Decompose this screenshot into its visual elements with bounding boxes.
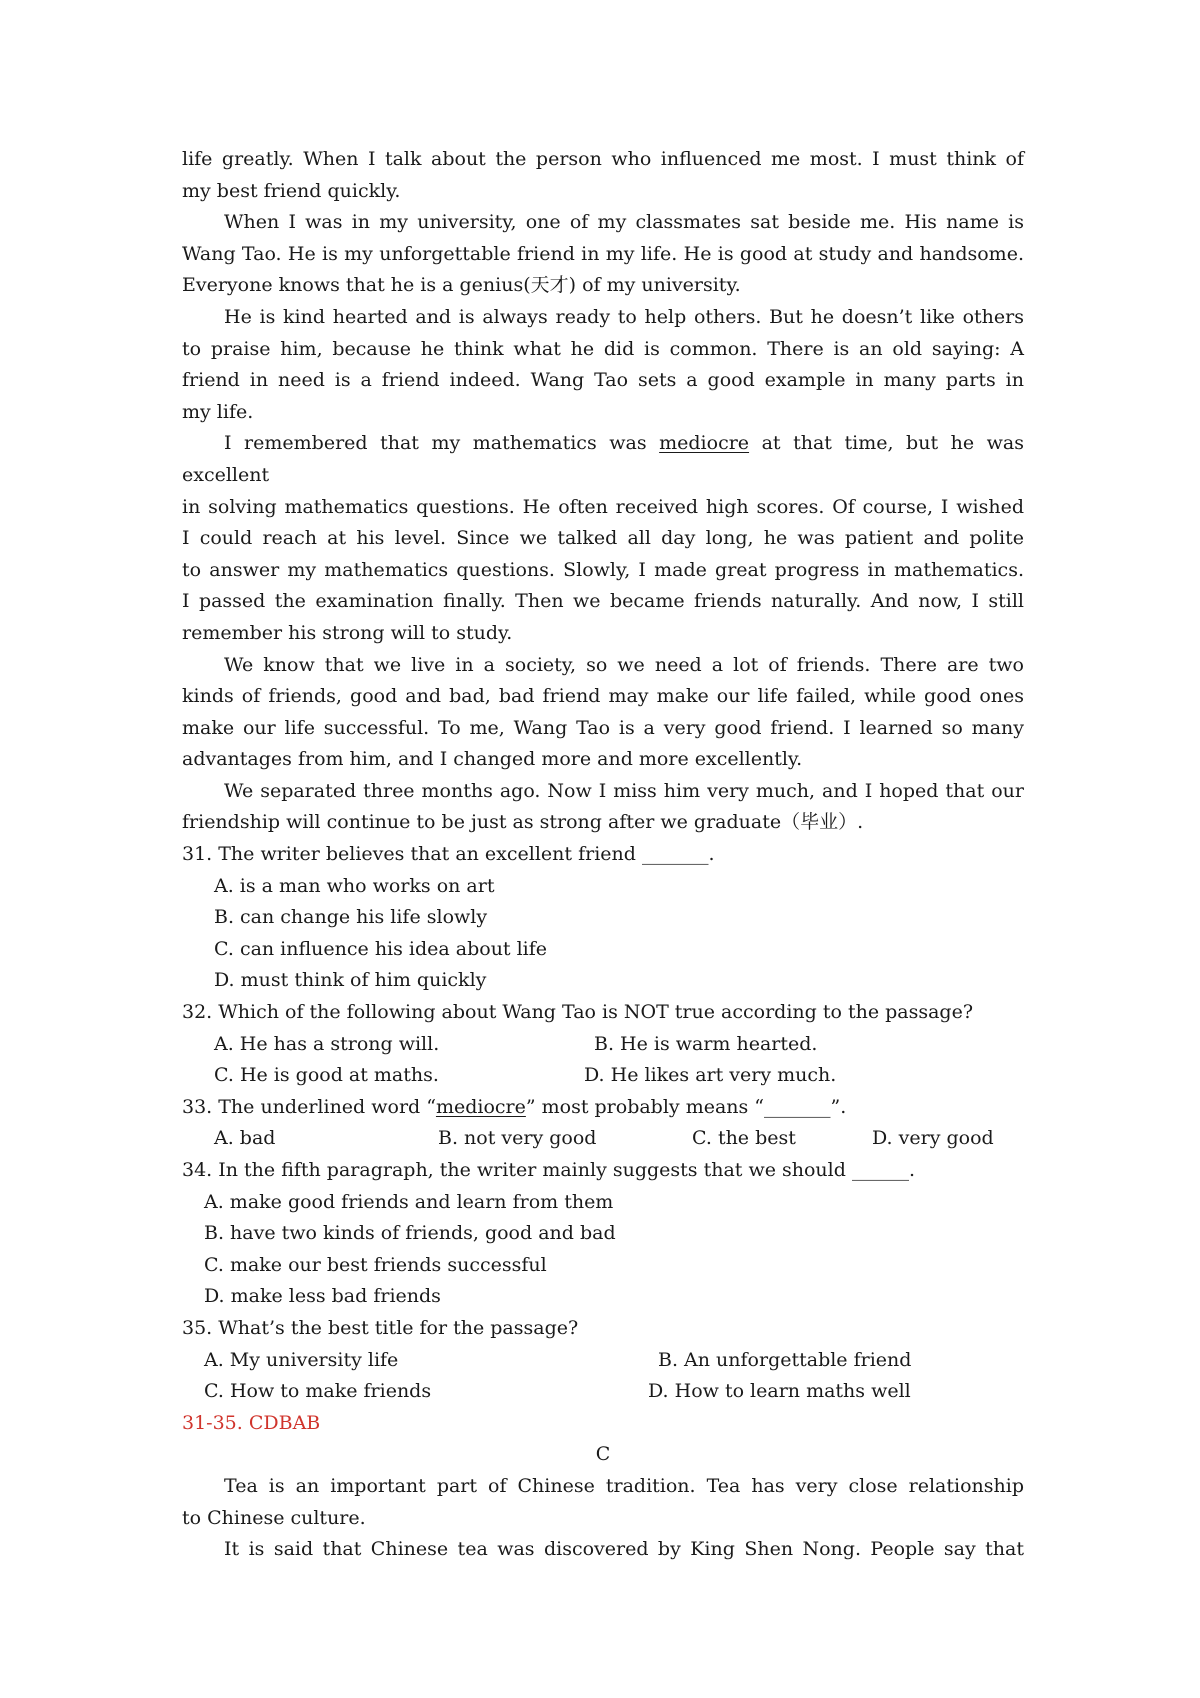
text-line: advantages from him, and I changed more and more excellently.	[182, 748, 803, 771]
paragraph	[182, 650, 1024, 776]
paragraph	[182, 302, 1024, 428]
underlined-word: mediocre	[659, 432, 750, 455]
question-34	[182, 1155, 1024, 1313]
paragraph	[182, 207, 1024, 302]
option-d: D. How to learn maths well	[648, 1380, 911, 1403]
text-line: We know that we live in a society, so we need a lot of friends. There are two	[224, 653, 1024, 676]
option-a: A. My university life	[204, 1348, 399, 1371]
text-line: Everyone knows that he is a genius(天才) of my university.	[182, 274, 741, 297]
paragraph	[182, 776, 1024, 839]
option-d: D. He likes art very much.	[584, 1064, 837, 1087]
text-line: It is said that Chinese tea was discovered by King Shen Nong. People say that	[224, 1538, 1024, 1561]
text-line: When I was in my university, one of my classmates sat beside me. His name is	[224, 211, 1024, 234]
text-line: remember his strong will to study.	[182, 621, 513, 644]
text-line: my best friend quickly.	[182, 179, 401, 202]
answer-key: 31-35. CDBAB	[182, 1411, 321, 1434]
text-line: my life.	[182, 400, 254, 423]
options-row	[182, 1345, 1024, 1377]
option-c: C. How to make friends	[204, 1380, 432, 1403]
text-line: I passed the examination finally. Then we became friends naturally. And now, I still	[182, 590, 1024, 613]
text-line: friend in need is a friend indeed. Wang Tao sets a good example in many parts in	[182, 369, 1024, 392]
section-heading: C	[595, 1443, 611, 1466]
question-stem: 31. The writer believes that an excellent friend _______.	[182, 843, 715, 866]
options-row	[182, 1123, 1024, 1155]
option-c: C. He is good at maths.	[214, 1064, 439, 1087]
option-b: B. can change his life slowly	[214, 906, 488, 929]
text-fragment: I remembered that my mathematics was	[224, 432, 660, 455]
paragraph	[182, 428, 1024, 649]
document-page	[182, 144, 1024, 1566]
question-35	[182, 1313, 1024, 1408]
question-stem: 34. In the fifth paragraph, the writer mainly suggests that we should ______.	[182, 1159, 915, 1181]
paragraph	[182, 144, 1024, 207]
question-stem	[182, 1092, 1024, 1124]
option-b: B. have two kinds of friends, good and bad	[204, 1222, 616, 1245]
paragraph	[182, 1534, 1024, 1566]
question-31	[182, 839, 1024, 997]
option-b: B. An unforgettable friend	[658, 1348, 912, 1371]
option-a: A. is a man who works on art	[214, 874, 495, 897]
text-line: to Chinese culture.	[182, 1506, 366, 1529]
question-stem: 35. What’s the best title for the passage?	[182, 1316, 579, 1339]
option-c: C. make our best friends successful	[204, 1253, 547, 1276]
options-row	[182, 1060, 1024, 1092]
option-c: C. the best	[692, 1127, 796, 1150]
text-line: Wang Tao. He is my unforgettable friend in my life. He is good at study and handsome.	[182, 242, 1024, 265]
text-fragment: ” most probably means “_______”.	[525, 1095, 847, 1118]
text-line: to praise him, because he think what he did is common. There is an old saying: A	[182, 337, 1024, 360]
text-line: make our life successful. To me, Wang Tao is a very good friend. I learned so many	[182, 716, 1024, 739]
text-line: to answer my mathematics questions. Slowly, I made great progress in mathematics.	[182, 558, 1024, 581]
text-line: I could reach at his level. Since we talked all day long, he was patient and polite	[182, 527, 1024, 550]
text-fragment: 33. The underlined word “	[182, 1095, 436, 1118]
options-row	[182, 1376, 1024, 1408]
option-a: A. He has a strong will.	[214, 1032, 440, 1055]
text-line	[182, 428, 1024, 491]
text-line: He is kind hearted and is always ready to help others. But he doesn’t like others	[224, 305, 1024, 328]
paragraph	[182, 1471, 1024, 1534]
text-line: We separated three months ago. Now I miss him very much, and I hoped that our	[224, 779, 1024, 802]
question-33	[182, 1092, 1024, 1155]
option-d: D. make less bad friends	[204, 1285, 441, 1308]
text-line: Tea is an important part of Chinese tradition. Tea has very close relationship	[224, 1474, 1024, 1497]
option-d: D. very good	[872, 1127, 994, 1150]
option-c: C. can influence his idea about life	[214, 937, 548, 960]
text-line: kinds of friends, good and bad, bad friend may make our life failed, while good ones	[182, 685, 1024, 708]
text-line: life greatly. When I talk about the person who influenced me most. I must think of	[182, 148, 1024, 170]
text-fragment: at that time, but he was excellent	[182, 432, 1024, 486]
question-stem: 32. Which of the following about Wang Tao is NOT true according to the passage?	[182, 1001, 974, 1024]
underlined-word: mediocre	[435, 1095, 526, 1118]
question-32	[182, 997, 1024, 1092]
options-row	[182, 1029, 1024, 1061]
text-line: friendship will continue to be just as strong after we graduate（毕业）.	[182, 811, 864, 834]
option-b: B. not very good	[438, 1127, 597, 1150]
option-a: A. bad	[214, 1127, 276, 1150]
text-line: in solving mathematics questions. He often received high scores. Of course, I wished	[182, 495, 1024, 518]
option-d: D. must think of him quickly	[214, 969, 487, 992]
option-b: B. He is warm hearted.	[594, 1032, 818, 1055]
option-a: A. make good friends and learn from them	[204, 1190, 614, 1213]
